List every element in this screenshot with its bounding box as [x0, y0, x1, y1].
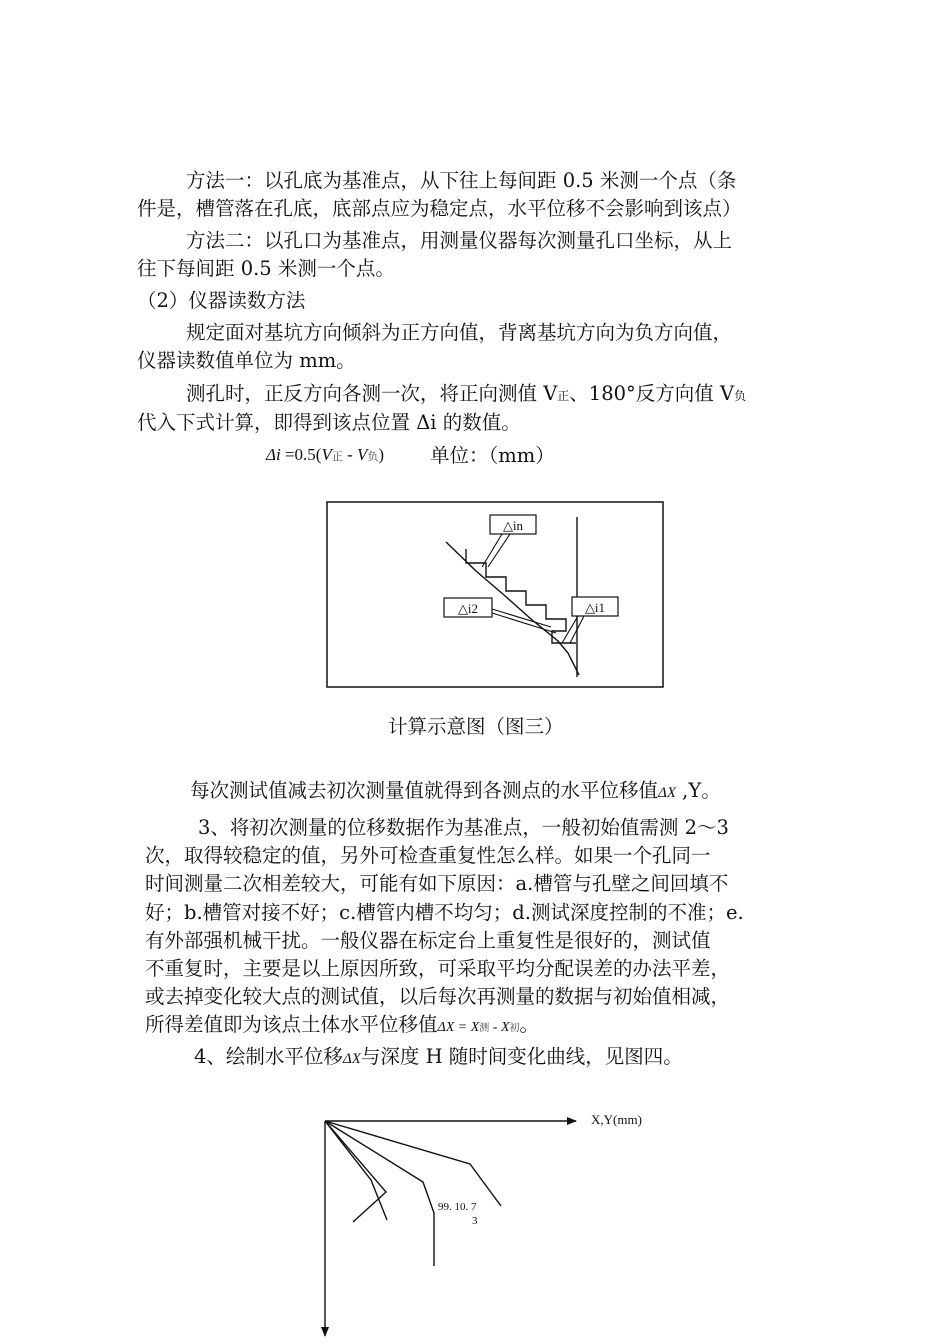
item4-text-a: 4、绘制水平位移	[194, 1045, 343, 1068]
formula-v2: V	[357, 445, 368, 464]
figure3-diagram	[326, 501, 666, 691]
measure-text-a: 测孔时，正反方向各测一次，将正向测值 V	[186, 382, 558, 405]
item4-dx: ΔX	[342, 1051, 361, 1067]
callout-i2-label: △i2	[457, 601, 479, 616]
section2-heading: （2）仪器读数方法	[137, 289, 306, 312]
measure-sub-negative: 负	[734, 389, 747, 403]
item3-line4: 好；b.槽管对接不好；c.槽管内槽不均匀；d.测试深度控制的不准；e.	[145, 901, 744, 924]
item3-formula-sub2: 初	[509, 1023, 520, 1034]
reading-line1: 规定面对基坑方向倾斜为正方向值，背离基坑方向为负方向值，	[186, 321, 733, 344]
callout-i1-label: △i1	[584, 600, 606, 615]
item3-line8	[145, 1012, 539, 1042]
formula-minus: -	[342, 445, 358, 464]
item3-formula-minus: - X	[489, 1020, 510, 1035]
reading-line2: 仪器读数值单位为 mm。	[137, 349, 356, 372]
item3-line8-end: 。	[519, 1013, 540, 1036]
x-axis-label: X,Y(mm)	[591, 1112, 642, 1127]
callout-i2-leader-1	[492, 609, 551, 627]
formula-sub-negative: 负	[367, 451, 379, 463]
measure-line2: 代入下式计算，即得到该点位置 Δi 的数值。	[137, 411, 521, 434]
date-label-line2: 3	[472, 1215, 478, 1227]
figure3-caption: 计算示意图（图三）	[388, 715, 564, 738]
formula-v1: V	[321, 445, 332, 464]
method1-line1: 方法一：以孔底为基准点，从下往上每间距 0.5 米测一个点（条	[186, 169, 737, 192]
curve-2	[325, 1121, 387, 1220]
method1-line2: 件是，槽管落在孔底，底部点应为稳定点，水平位移不会影响到该点）	[137, 197, 742, 220]
formula-delta-i	[266, 443, 384, 469]
measure-text-b: 、180°反方向值 V	[569, 382, 735, 405]
formula-unit: 单位：（mm）	[430, 444, 555, 467]
displacement-dx: ΔX	[658, 785, 676, 801]
item4-text-b: 与深度 H 随时间变化曲线，见图四。	[360, 1045, 683, 1068]
figure4-chart	[310, 1110, 670, 1340]
measure-sub-positive: 正	[557, 389, 570, 403]
item3-formula-eq: = X	[454, 1020, 480, 1035]
method2-line2: 往下每间距 0.5 米测一个点。	[137, 257, 395, 280]
formula-sub-positive: 正	[331, 451, 343, 463]
callout-i1-leader-1	[562, 616, 578, 643]
formula-close: )	[378, 445, 385, 464]
staircase	[466, 549, 576, 643]
formula-eq: =0.5(	[284, 445, 322, 464]
item3-line1: 3、将初次测量的位移数据作为基准点，一般初始值需测 2～3	[198, 816, 729, 839]
item3-line5: 有外部强机械干扰。一般仪器在标定台上重复性是很好的，测试值	[145, 929, 711, 952]
item4-line	[194, 1044, 683, 1072]
displacement-tail: ,Y。	[675, 779, 721, 802]
item3-line3: 时间测量二次相差较大，可能有如下原因：a.槽管与孔壁之间回填不	[145, 872, 729, 895]
formula-lhs: Δi	[266, 445, 281, 464]
item3-line2: 次，取得较稳定的值，另外可检查重复性怎么样。如果一个孔同一	[145, 844, 711, 867]
callout-in-label: △in	[502, 518, 524, 533]
item3-formula-lhs: ΔX	[437, 1020, 455, 1035]
date-label-line1: 99. 10. 7	[438, 1201, 477, 1213]
item3-line6: 不重复时，主要是以上原因所致，可采取平均分配误差的办法平差，	[145, 957, 731, 980]
item3-line8-text: 所得差值即为该点土体水平位移值	[145, 1013, 438, 1036]
curve-4	[325, 1121, 501, 1206]
displacement-text: 每次测试值减去初次测量值就得到各测点的水平位移值	[190, 779, 659, 802]
item3-line7: 或去掉变化较大点的测试值，以后每次再测量的数据与初始值相减，	[145, 985, 731, 1008]
item3-formula-sub1: 测	[479, 1023, 490, 1034]
displacement-line	[190, 778, 721, 806]
item3-formula	[438, 1020, 520, 1035]
measure-line1	[186, 381, 746, 409]
method2-line1: 方法二：以孔口为基准点，用测量仪器每次测量孔口坐标，从上	[186, 229, 733, 252]
